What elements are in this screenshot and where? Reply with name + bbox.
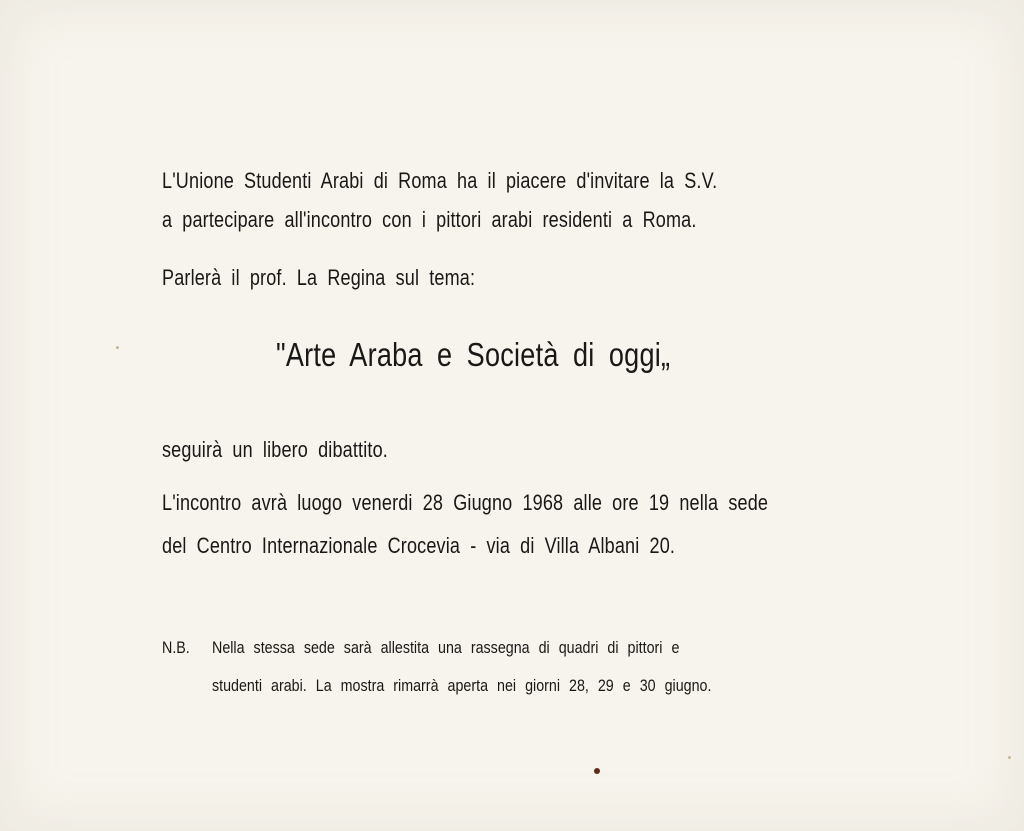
speaker-line: Parlerà il prof. La Regina sul tema: (162, 265, 476, 290)
event-venue-line: del Centro Internazionale Crocevia - via di Villa Albani 20. (162, 533, 676, 558)
lecture-title: "Arte Araba e Società di oggi„ (276, 336, 671, 373)
event-date-line: L'incontro avrà luogo venerdi 28 Giugno 1968 alle ore 19 nella sede (162, 490, 769, 515)
invitation-line-2: a partecipare all'incontro con i pittori arabi residenti a Roma. (162, 207, 697, 232)
debate-line: seguirà un libero dibattito. (162, 437, 388, 462)
paper-speck (1008, 756, 1011, 759)
paper-speck (594, 768, 600, 774)
note-line-2: studenti arabi. La mostra rimarrà aperta nei giorni 28, 29 e 30 giugno. (212, 676, 712, 695)
note-label: N.B. (162, 638, 190, 657)
note-line-1: Nella stessa sede sarà allestita una rassegna di quadri di pittori e (212, 638, 680, 657)
paper-speck (116, 346, 119, 349)
invitation-line-1: L'Unione Studenti Arabi di Roma ha il piacere d'invitare la S.V. (162, 168, 718, 193)
